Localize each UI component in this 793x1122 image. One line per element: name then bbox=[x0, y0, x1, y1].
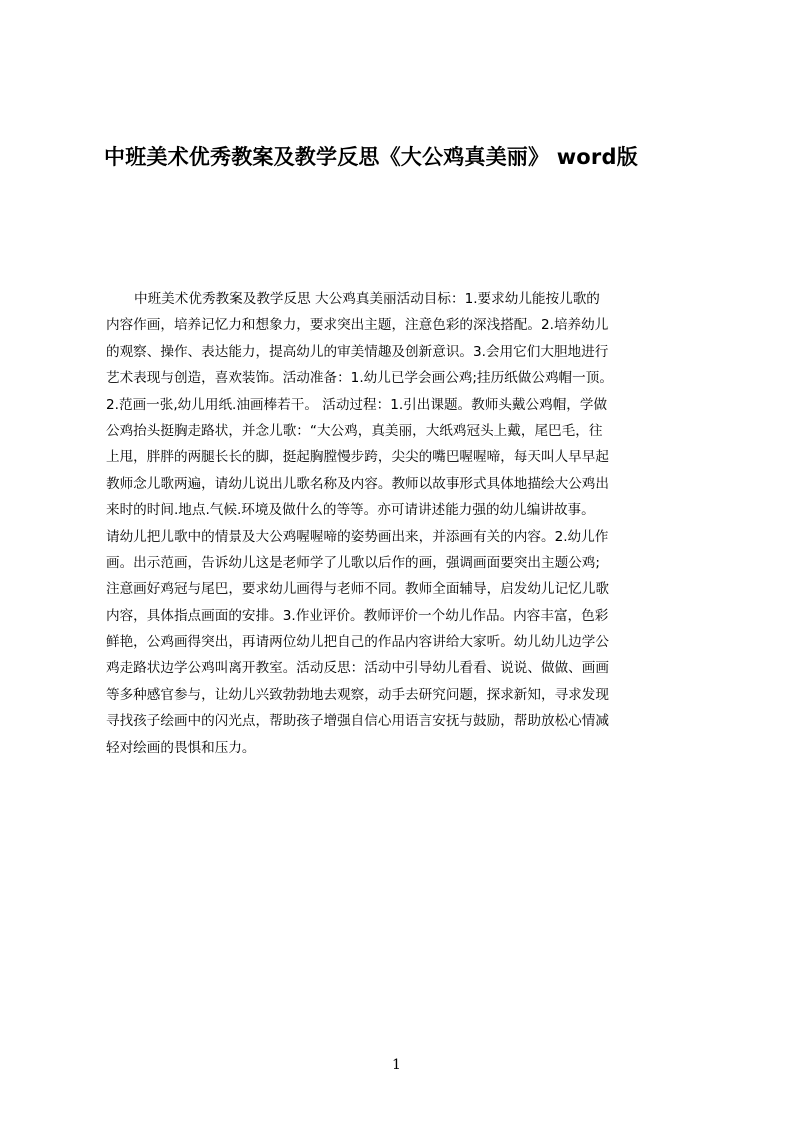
body-line: 艺术表现与创造，喜欢装饰。活动准备：1.幼儿已学会画公鸡;挂历纸做公鸡帽一顶。 bbox=[106, 370, 613, 387]
body-line: 上甩，胖胖的两腿长长的脚，挺起胸膛慢步跨，尖尖的嘴巴喔喔啼，每天叫人早早起 bbox=[106, 449, 609, 466]
body-line: 等多种感官参与，让幼儿兴致勃勃地去观察，动手去研究问题，探求新知，寻求发现 bbox=[106, 686, 609, 703]
body-line: 请幼儿把儿歌中的情景及大公鸡喔喔啼的姿势画出来，并添画有关的内容。2.幼儿作 bbox=[106, 528, 609, 545]
body-line: 2.范画一张,幼儿用纸.油画棒若干。 活动过程：1.引出课题。教师头戴公鸡帽，学做 bbox=[106, 396, 608, 413]
body-line: 的观察、操作、表达能力，提高幼儿的审美情趣及创新意识。3.会用它们大胆地进行 bbox=[106, 343, 609, 360]
body-line: 中班美术优秀教案及教学反思 大公鸡真美丽活动目标：1.要求幼儿能按儿歌的 bbox=[134, 291, 600, 307]
body-line: 公鸡抬头挺胸走路状，并念儿歌：“大公鸡，真美丽，大纸鸡冠头上戴，尾巴毛，往 bbox=[106, 422, 603, 439]
body-line: 注意画好鸡冠与尾巴，要求幼儿画得与老师不同。教师全面辅导，启发幼儿记忆儿歌 bbox=[106, 581, 609, 598]
body-line: 画。出示范画，告诉幼儿这是老师学了儿歌以后作的画，强调画面要突出主题公鸡; bbox=[106, 554, 600, 571]
document-title: 中班美术优秀教案及教学反思《大公鸡真美丽》 word版 bbox=[104, 145, 638, 169]
body-line: 教师念儿歌两遍，请幼儿说出儿歌名称及内容。教师以故事形式具体地描绘大公鸡出 bbox=[106, 475, 609, 492]
document-body bbox=[106, 286, 698, 766]
page-number: 1 bbox=[392, 1057, 401, 1073]
body-line: 轻对绘画的畏惧和压力。 bbox=[106, 739, 256, 756]
body-line: 寻找孩子绘画中的闪光点，帮助孩子增强自信心用语言安抚与鼓励，帮助放松心情减 bbox=[106, 713, 609, 730]
body-line: 来时的时间.地点.气候.环境及做什么的等等。亦可请讲述能力强的幼儿编讲故事。 bbox=[106, 502, 595, 519]
body-line: 鲜艳，公鸡画得突出，再请两位幼儿把自己的作品内容讲给大家听。幼儿幼儿边学公 bbox=[106, 634, 609, 651]
body-line: 内容作画，培养记忆力和想象力，要求突出主题，注意色彩的深浅搭配。2.培养幼儿 bbox=[106, 317, 609, 334]
body-line: 内容，具体指点画面的安排。3.作业评价。教师评价一个幼儿作品。内容丰富，色彩 bbox=[106, 607, 609, 624]
body-line: 鸡走路状边学公鸡叫离开教室。活动反思：活动中引导幼儿看看、说说、做做、画画 bbox=[106, 660, 609, 677]
